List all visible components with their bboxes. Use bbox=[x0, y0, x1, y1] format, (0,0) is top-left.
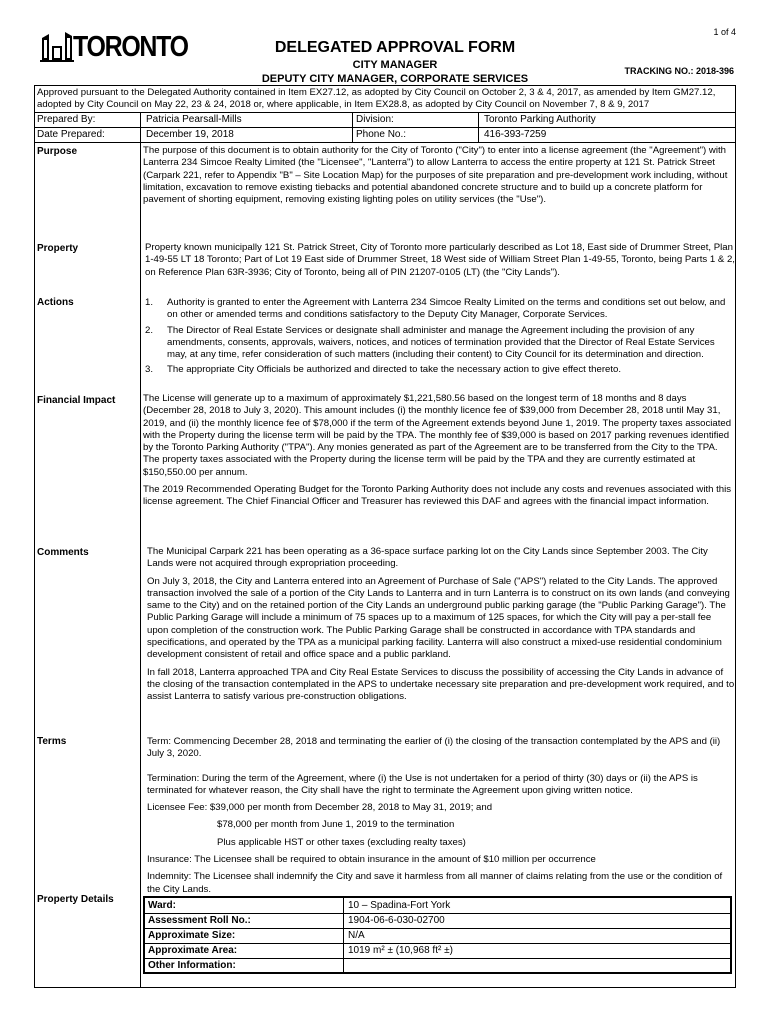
subtitle-city-manager: CITY MANAGER bbox=[352, 59, 438, 71]
details-value: 1019 m² ± (10,968 ft² ±) bbox=[348, 945, 453, 956]
action-text: Authority is granted to enter the Agreement with Lanterra 234 Simcoe Realty Limited on the terms and conditions set out below, and on other or amended terms and conditions satisfactory to the Deputy City Manager, Corporate Services. bbox=[167, 297, 726, 321]
purpose-label: Purpose bbox=[37, 146, 78, 157]
division-value: Toronto Parking Authority bbox=[484, 114, 596, 125]
property-label: Property bbox=[37, 243, 79, 254]
property-details-table bbox=[143, 896, 732, 974]
terms-paragraph: Indemnity: The Licensee shall indemnify the City and save it harmless from all manner of claims relating from the use or the condition of the City Lands. bbox=[147, 871, 723, 895]
details-key: Ward: bbox=[148, 900, 176, 911]
phone-value: 416-393-7259 bbox=[484, 129, 547, 140]
financial-paragraph: The 2019 Recommended Operating Budget for the Toronto Parking Authority does not include any costs and revenues associated with this license agreement. The Chief Financial Officer and Treasurer has reviewed this DAF and agrees with the financial impact information. bbox=[143, 484, 732, 508]
purpose-text: The purpose of this document is to obtain authority for the City of Toronto ("City") to enter into a license agreement (the "Agreement") with Lanterra 234 Simcoe Realty Limited (the "Licensee", "Lanterra") to allow Lanterra to access the entire property at 121 St. Patrick Street (Carpark 221, refer to Appendix "B" – Site Location Map) for the purposes of site preparation and pre-development work including, without limitation, excavation to remove existing tiebacks and potential abandoned concrete structure and to build up a concrete platform for pavement of shorting equipment, removing existing lighting poles on utility services (the "Use"). bbox=[143, 145, 728, 206]
financial-paragraph: The License will generate up to a maximum of approximately $1,221,580.56 based on the longest term of 18 months and 8 days (December 28, 2018 to July 3, 2020). This amount includes (i) the monthly licence fee of $39,000 from December 28, 2018 until May 31, 2019, and (ii) the monthly licence fee of $78,000 if the term of the Agreement extends beyond June 1, 2019. The property taxes associated with the Property during the license term will be paid by the TPA. The monthly fee of $39,000 is based on 2017 parking revenues identified by the Toronto Parking Authority ("TPA"). Any monies generated as part of the Agreement are to be transferred from the City to the TPA. The property taxes associated with the Property during the license term will be paid by the TPA and they are currently estimated at $150,550.00 per annum. bbox=[143, 393, 732, 478]
terms-paragraph: Plus applicable HST or other taxes (excluding realty taxes) bbox=[217, 836, 466, 848]
divider bbox=[140, 112, 141, 988]
prepared-by-label: Prepared By: bbox=[37, 114, 96, 125]
terms-label: Terms bbox=[37, 736, 67, 747]
details-row-other bbox=[145, 958, 730, 973]
comments-paragraph: In fall 2018, Lanterra approached TPA and City Real Estate Services to discuss the possibility of accessing the City Lands in advance of the closing of the transaction contemplated in the APS to undertake necessary site preparation and pre-development work required, and to assist Lanterra to satisfy various pre-construction obligations. bbox=[147, 666, 735, 703]
prepared-by-value: Patricia Pearsall-Mills bbox=[146, 114, 242, 125]
action-item bbox=[145, 325, 735, 362]
action-item bbox=[145, 297, 735, 322]
comments-text bbox=[147, 546, 735, 709]
financial-impact-label: Financial Impact bbox=[37, 395, 116, 406]
property-text: Property known municipally 121 St. Patrick Street, City of Toronto more particularly described as Lot 18, East side of Drummer Street, Plan 1-49-55 LT 18 Toronto; Part of Lot 19 East side of Drummer Street, 18 West side of William Street Plan 1-49-55, Toronto, being Parts 1 & 2, on Reference Plan 63R-3936; City of Toronto, being all of PIN 21207-0105 (LT) (the "City Lands"). bbox=[145, 242, 735, 278]
details-value: 1904-06-6-030-02700 bbox=[348, 915, 445, 926]
subtitle-deputy: DEPUTY CITY MANAGER, CORPORATE SERVICES bbox=[261, 73, 529, 85]
phone-label: Phone No.: bbox=[356, 129, 407, 140]
actions-list bbox=[145, 297, 735, 377]
comments-label: Comments bbox=[37, 547, 89, 558]
action-number: 3. bbox=[145, 364, 154, 376]
action-number: 1. bbox=[145, 297, 154, 308]
division-label: Division: bbox=[356, 114, 394, 125]
details-row-area bbox=[145, 943, 730, 958]
action-text: The Director of Real Estate Services or designate shall administer and manage the Agreement including the provision of any amendments, consents, approvals, waivers, notices, and notices of termination provided that the Director of Real Estate Services may, at any time, refer consideration of such matters (including their content) to City Council for its determination and direction. bbox=[167, 324, 715, 361]
details-row-roll bbox=[145, 913, 730, 928]
approved-text: Approved pursuant to the Delegated Authority contained in Item EX27.12, as adopted by City Council on October 2, 3 & 4, 2017, as amended by Item GM27.12, adopted by City Council on May 22, 23 & 24, 2018 or, where applicable, in Item EX28.8, as adopted by City Council on November 7, 8 & 9, 2017 bbox=[37, 87, 716, 110]
page-number: 1 of 4 bbox=[713, 27, 736, 37]
terms-paragraph: Termination: During the term of the Agreement, where (i) the Use is not undertaken for a period of thirty (30) days or (ii) the APS is terminated for whatever reason, the City shall have the right to terminate the Agreement upon giving written notice. bbox=[147, 772, 698, 796]
action-number: 2. bbox=[145, 324, 154, 336]
date-prepared-value: December 19, 2018 bbox=[146, 129, 234, 140]
comments-paragraph: On July 3, 2018, the City and Lanterra entered into an Agreement of Purchase of Sale ("APS") related to the City Lands. The approved transaction involved the sale of a portion of the City Lands to Lanterra and in turn Lanterra is to construct on its own lands (and conveying same to the City) and on the retained portion of the City Lands an underground public parking garage (the "Public Parking Garage"). The Public Parking Garage will include a minimum of 75 spaces up to a maximum of 125 spaces, for which the City will pay a per-stall fee upon completion of the construction work. The Public Parking Garage shall be constructed in accordance with TPA standards and specifications, and operated by the TPA as a municipal parking facility. Lanterra will also construct a mixed-use residential condominium development consistent of retail and office space and a public parkland. bbox=[147, 575, 730, 661]
details-key: Approximate Area: bbox=[148, 945, 238, 956]
property-details-label: Property Details bbox=[37, 894, 114, 905]
action-item bbox=[145, 364, 735, 376]
comments-paragraph: The Municipal Carpark 221 has been operating as a 36-space surface parking lot on the City Lands since September 2003. The City Lands were not acquired through expropriation proceeding. bbox=[147, 546, 708, 570]
terms-text bbox=[147, 736, 735, 901]
form-title: DELEGATED APPROVAL FORM bbox=[274, 39, 516, 56]
terms-paragraph: $78,000 per month from June 1, 2019 to the termination bbox=[217, 819, 455, 831]
action-text: The appropriate City Officials be authorized and directed to take the necessary action to give effect thereto. bbox=[167, 364, 622, 376]
details-value: 10 – Spadina-Fort York bbox=[348, 900, 451, 911]
date-prepared-label: Date Prepared: bbox=[37, 129, 105, 140]
details-row-ward bbox=[145, 898, 730, 913]
divider bbox=[478, 112, 479, 142]
details-value: N/A bbox=[348, 930, 365, 941]
terms-paragraph: Insurance: The Licensee shall be required to obtain insurance in the amount of $10 million per occurrence bbox=[147, 854, 596, 866]
financial-impact-text bbox=[143, 393, 735, 514]
details-key: Assessment Roll No.: bbox=[148, 915, 251, 926]
terms-paragraph: Term: Commencing December 28, 2018 and terminating the earlier of (i) the closing of the transaction contemplated by the APS and (ii) July 3, 2020. bbox=[147, 736, 721, 760]
actions-label: Actions bbox=[37, 297, 74, 308]
details-key: Approximate Size: bbox=[148, 930, 236, 941]
logo-wordmark: TORONTO bbox=[73, 31, 188, 63]
divider bbox=[352, 112, 353, 142]
details-row-size bbox=[145, 928, 730, 943]
terms-paragraph: Licensee Fee: $39,000 per month from December 28, 2018 to May 31, 2019; and bbox=[147, 802, 493, 814]
tracking-number: TRACKING NO.: 2018-396 bbox=[624, 66, 734, 76]
details-key: Other Information: bbox=[148, 960, 236, 971]
